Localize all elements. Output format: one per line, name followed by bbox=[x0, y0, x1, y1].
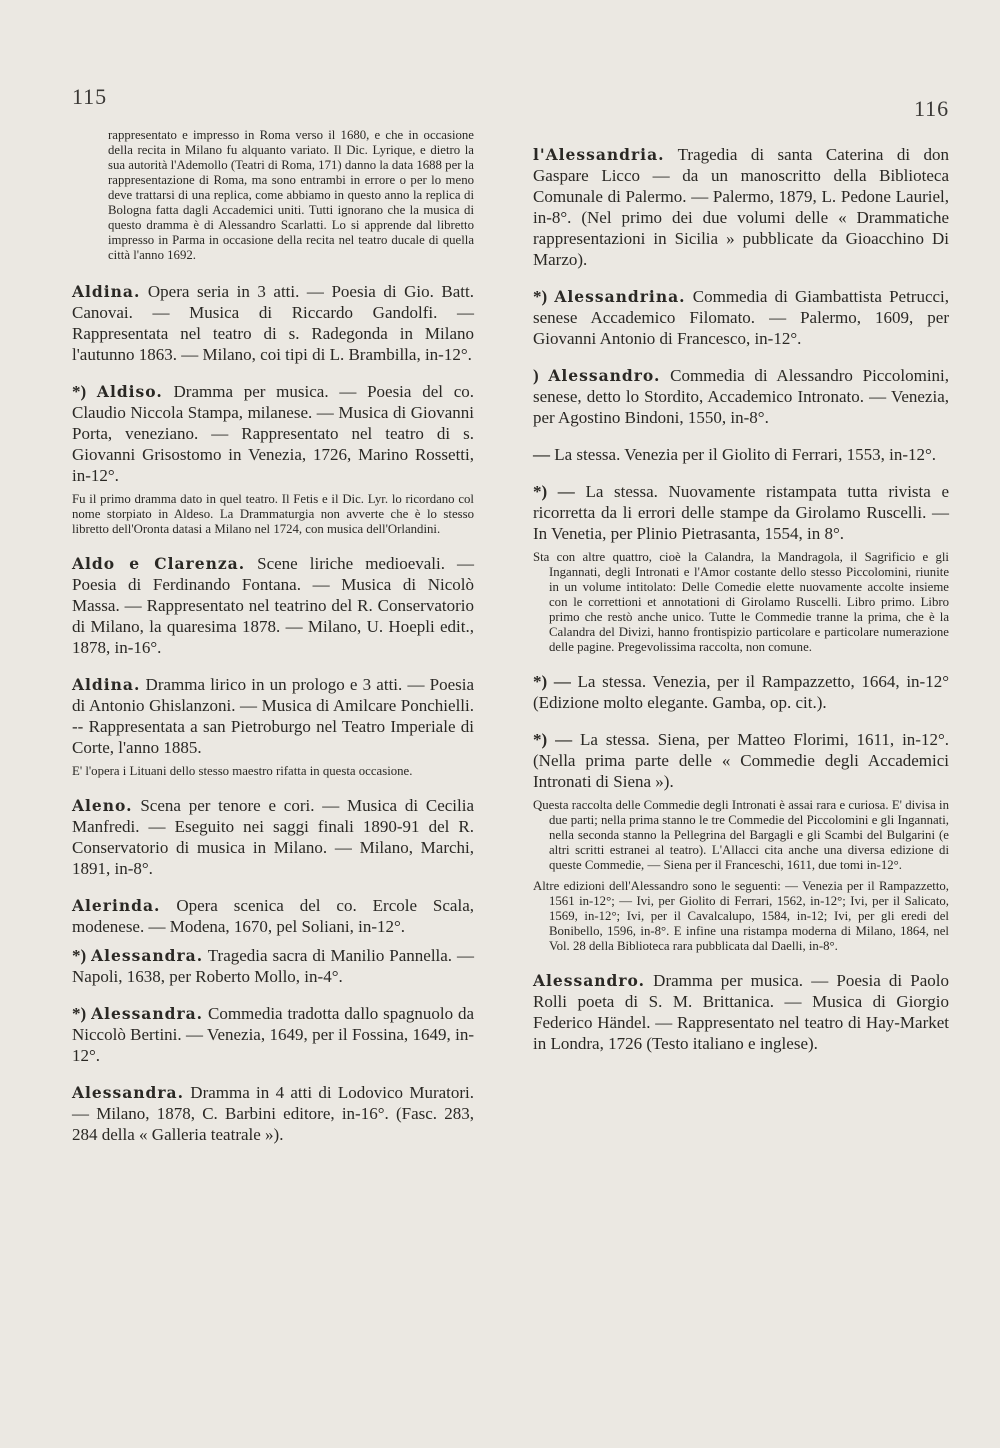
entry-mark: *) — bbox=[533, 730, 573, 749]
entry-mark: — bbox=[533, 445, 550, 464]
entry-note-raccolta: Questa raccolta delle Commedie degli Intronati è assai rara e curiosa. E' divisa in due parti; nella prima stanno le tre Commedie del Piccolomini e gli Ingannati, nella seconda stanno la Pellegrina del Bargagli e gli Scambi del Bulgarini (e altri scritti estranei al teatro). L'Allacci cita anche una diversa edizione di queste Commedie, — Siena per il Franceschi, 1611, due tomi in-12°. bbox=[533, 798, 949, 872]
entry-headword: Aleno. bbox=[72, 796, 133, 815]
entry-aldo-e-clarenza bbox=[72, 553, 474, 658]
entry-alessandra-1 bbox=[72, 945, 474, 987]
entry-headword: Alessandrina. bbox=[554, 287, 686, 306]
entry-headword: Alessandra. bbox=[91, 1004, 204, 1023]
entry-text: Commedia di Alessandro Piccolomini, senese, detto lo Stordito, Accademico Intronato. — Venezia, per Agostino Bindoni, 1550, in-8°. bbox=[533, 366, 950, 427]
entry-headword: Alessandro. bbox=[548, 366, 661, 385]
entry-mark: *) bbox=[72, 946, 87, 965]
entry-note-altre-edizioni: Altre edizioni dell'Alessandro sono le seguenti: — Venezia per il Rampazzetto, 1561 in-12°; — Ivi, per Giolito di Ferrari, 1562, in-12°; Ivi, per il Salicato, 1569, in-12°; Ivi, per il Cavalcalupo, 1584, in-12; Ivi, per gli eredi del Bonibello, 1596, in-8°. E infine una ristampa moderna di Milano, 1864, nel Vol. 28 della Biblioteca rara pubblicata dal Daelli, in-8°. bbox=[533, 879, 949, 953]
entry-mark: ) bbox=[533, 366, 539, 385]
entry-note-la-stessa-2: Sta con altre quattro, cioè la Calandra, la Mandragola, il Sagrificio e gli Ingannati, degli Intronati e l'Amor costante dello stesso Piccolomini, riunite in un volume intitolato: Delle Comedie elette nuovamente accolte insieme con le correttioni et annotationi di Girolamo Ruscelli. Libro primo. Libro primo che restò anche unico. Tutte le Commedie tranne la prima, che è la Calandra del Divizi, hanno frontispizio particolare e particolare numerazione delle pagine. Pregevolissima raccolta, non comune. bbox=[533, 550, 949, 654]
entry-text: Scena per tenore e cori. — Musica di Cecilia Manfredi. — Eseguito nei saggi finali 1890-91 del R. Conservatorio di musica in Milano. — Milano, Marchi, 1891, in-8°. bbox=[72, 796, 475, 878]
entry-alessandra-2 bbox=[72, 1003, 474, 1066]
entry-headword: Aldina. bbox=[72, 282, 141, 301]
entry-text: Dramma per musica. — Poesia del co. Claudio Niccola Stampa, milanese. — Musica di Giovanni Porta, veneziano. — Rappresentato nel teatro di s. Giovanni Grisostomo in Venezia, 1726, Marino Rossetti, in-12°. bbox=[72, 382, 475, 485]
entry-mark: *) bbox=[72, 382, 87, 401]
entry-text: Dramma per musica. — Poesia di Paolo Rolli poeta di S. M. Brittanica. — Musica di Giorgio Federico Händel. — Rappresentato nel teatro di Hay-Market in Londra, 1726 (Testo italiano e inglese). bbox=[533, 971, 949, 1053]
entry-text: Commedia di Giambattista Petrucci, senese Accademico Filomato. — Palermo, 1609, per Giovanni Antonio di Francesco, in-12°. bbox=[533, 287, 950, 348]
entry-text: La stessa. Nuovamente ristampata tutta rivista e ricorretta da li errori delle stampe da Girolamo Ruscelli. — In Venetia, per Plinio Pietrasanta, 1554, in 8°. bbox=[533, 482, 949, 543]
entry-text: Opera scenica del co. Ercole Scala, modenese. — Modena, 1670, pel Soliani, in-12°. bbox=[72, 896, 475, 936]
entry-text: La stessa. Siena, per Matteo Florimi, 1611, in-12°. (Nella prima parte delle « Commedie degli Accademici Intronati di Siena »). bbox=[533, 730, 949, 791]
left-column bbox=[72, 128, 474, 1161]
entry-aldiso bbox=[72, 381, 474, 486]
entry-aldina-2 bbox=[72, 674, 474, 758]
entry-mark: *) — bbox=[533, 482, 575, 501]
entry-headword: Aldina. bbox=[72, 675, 141, 694]
entry-text: Dramma in 4 atti di Lodovico Muratori. — Milano, 1878, C. Barbini editore, in-16°. (Fasc. 283, 284 della « Galleria teatrale »). bbox=[72, 1083, 475, 1144]
entry-alessandro-2 bbox=[533, 970, 949, 1054]
entry-mark: *) bbox=[533, 287, 548, 306]
entry-headword: Alerinda. bbox=[72, 896, 161, 915]
entry-aldina-1 bbox=[72, 281, 474, 365]
entry-text: Tragedia sacra di Manilio Pannella. — Napoli, 1638, per Roberto Mollo, in-4°. bbox=[72, 946, 474, 986]
entry-text: Dramma lirico in un prologo e 3 atti. — Poesia di Antonio Ghislanzoni. — Musica di Amilcare Ponchielli. -- Rappresentata a san Pietroburgo nel Teatro Imperiale di Corte, l'anno 1885. bbox=[72, 675, 475, 757]
page-number-right: 116 bbox=[914, 96, 950, 121]
entry-la-stessa-2 bbox=[533, 481, 949, 544]
entry-note-aldina: E' l'opera i Lituani dello stesso maestro rifatta in questa occasione. bbox=[72, 764, 413, 778]
entry-headword: Alessandra. bbox=[72, 1083, 184, 1102]
entry-headword: Alessandra. bbox=[91, 946, 204, 965]
entry-alessandra-3 bbox=[72, 1082, 474, 1145]
entry-alessandrina bbox=[533, 286, 949, 349]
entry-alessandro-1 bbox=[533, 365, 949, 428]
entry-headword: Alessandro. bbox=[533, 971, 646, 990]
entry-headword: Aldiso. bbox=[96, 382, 163, 401]
entry-la-stessa-3 bbox=[533, 671, 949, 713]
entry-la-stessa-1 bbox=[533, 444, 949, 465]
entry-text: Opera seria in 3 atti. — Poesia di Gio. Batt. Canovai. — Musica di Riccardo Gandolfi. — Rappresentata nel teatro di s. Radegonda in Milano l'autunno 1863. — Milano, coi tipi di L. Brambilla, in-12°. bbox=[72, 282, 475, 364]
entry-alerinda bbox=[72, 895, 474, 937]
entry-mark: *) bbox=[72, 1004, 87, 1023]
entry-text: La stessa. Venezia, per il Rampazzetto, 1664, in-12° (Edizione molto elegante. Gamba, op. cit.). bbox=[533, 672, 949, 712]
entry-aleno bbox=[72, 795, 474, 879]
entry-alessandria bbox=[533, 144, 949, 270]
entry-la-stessa-4 bbox=[533, 729, 949, 792]
entry-text: Commedia tradotta dallo spagnuolo da Niccolò Bertini. — Venezia, 1649, per il Fossina, 1649, in-12°. bbox=[72, 1004, 475, 1065]
entry-text: Tragedia di santa Caterina di don Gaspare Licco — da un manoscritto della Biblioteca Comunale di Palermo. — Palermo, 1879, L. Pedone Lauriel, in-8°. (Nel primo dei due volumi delle « Drammatiche rappresentazioni in Sicilia » pubblicate da Gioacchino Di Marzo). bbox=[533, 145, 950, 269]
entry-mark: *) — bbox=[533, 672, 571, 691]
entry-headword: Aldo e Clarenza. bbox=[72, 554, 246, 573]
entry-text: La stessa. Venezia per il Giolito di Ferrari, 1553, in-12°. bbox=[554, 445, 937, 464]
intro-note: rappresentato e impresso in Roma verso il 1680, e che in occasione della recita in Milano fu alquanto variato. Il Dic. Lyrique, e dietro la sua autorità l'Ademollo (Teatri di Roma, 171) danno la data 1688 per la rappresentazione di Roma, ma sono entrambi in errore o per lo meno deve trattarsi di una replica, come abbiamo in questo anno la replica di Bologna fatta dagli Accademici uniti. Tutti ignorano che la musica di questo dramma è di Alessandro Scarlatti. Lo si apprende dal libretto impresso in Parma in occasione della recita nel teatro ducale di quella città l'anno 1692. bbox=[108, 128, 474, 262]
entry-text: Scene liriche medioevali. — Poesia di Ferdinando Fontana. — Musica di Nicolò Massa. — Rappresentato nel teatrino del R. Conservatorio di Milano, la quaresima 1878. — Milano, U. Hoepli edit., 1878, in-16°. bbox=[72, 554, 475, 657]
entry-headword: l'Alessandria. bbox=[533, 145, 665, 164]
right-column bbox=[533, 144, 949, 1070]
entry-note-aldiso: Fu il primo dramma dato in quel teatro. Il Fetis e il Dic. Lyr. lo ricordano col nome storpiato in Aldeso. La Drammaturgia non avverte che è lo stesso libretto dell'Oronta datasi a Milano nel 1724, con musica dell'Orlandini. bbox=[72, 492, 474, 536]
page-number-left: 115 bbox=[72, 84, 108, 109]
